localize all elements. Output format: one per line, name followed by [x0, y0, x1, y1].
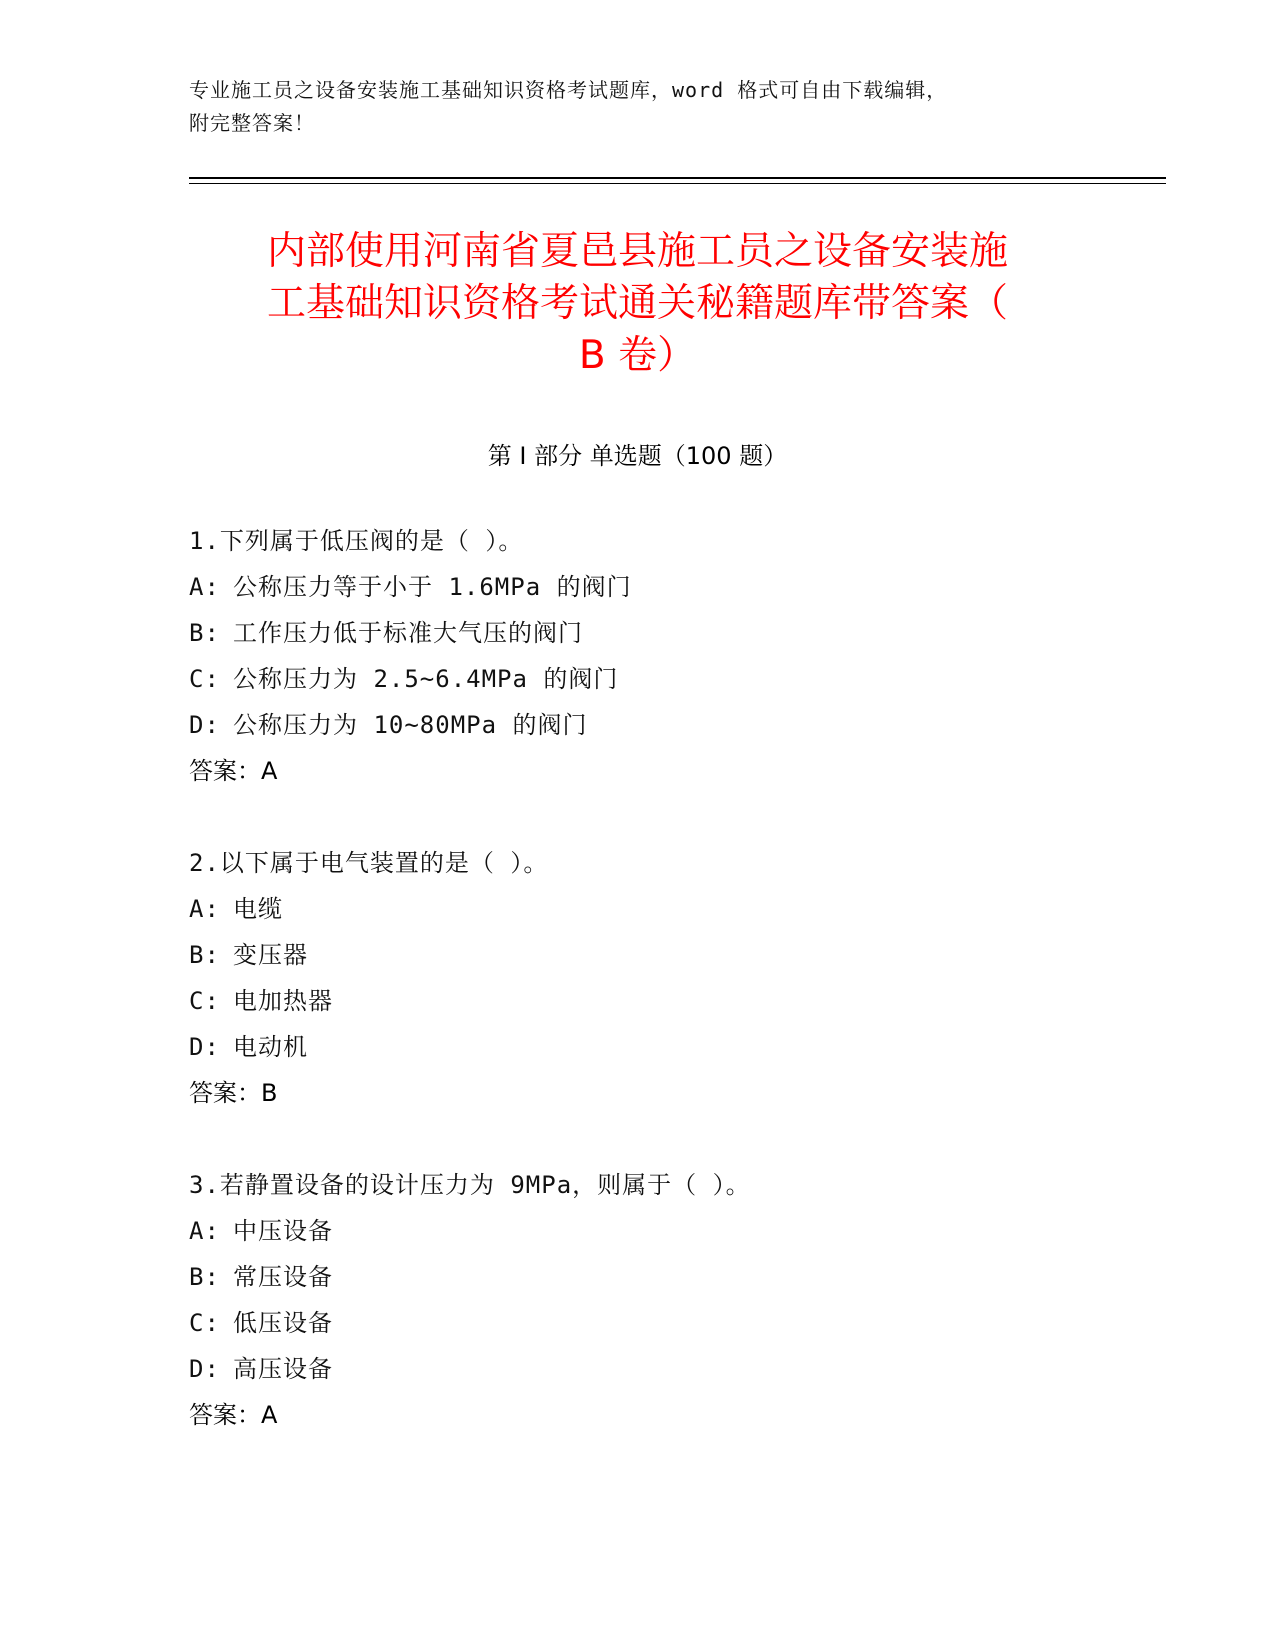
question-stem: 2.以下属于电气装置的是（ ）。: [189, 849, 549, 877]
header-note: [189, 74, 1089, 140]
option-letter: A:: [189, 573, 220, 601]
option-letter: D:: [189, 1033, 220, 1061]
answer: 答案：A: [189, 1401, 278, 1429]
option-text: 电加热器: [233, 987, 333, 1015]
option-text: 中压设备: [233, 1217, 333, 1245]
option-c: [189, 978, 1139, 1024]
option-b: [189, 932, 1139, 978]
option-a: [189, 1208, 1139, 1254]
option-text: 低压设备: [233, 1309, 333, 1337]
option-letter: B:: [189, 941, 220, 969]
header-divider-thin: [189, 183, 1166, 184]
option-d: [189, 702, 1139, 748]
option-d: [189, 1024, 1139, 1070]
document-title-line1: 内部使用河南省夏邑县施工员之设备安装施: [266, 229, 1008, 274]
option-c: [189, 1300, 1139, 1346]
question-3: [189, 1162, 1139, 1438]
question-stem: 3.若静置设备的设计压力为 9MPa，则属于（ ）。: [189, 1171, 751, 1199]
question-2: [189, 840, 1139, 1116]
option-a: [189, 886, 1139, 932]
option-d: [189, 1346, 1139, 1392]
option-letter: D:: [189, 711, 220, 739]
option-letter: C:: [189, 1309, 220, 1337]
option-letter: B:: [189, 619, 220, 647]
option-b: [189, 1254, 1139, 1300]
document-title-line2: 工基础知识资格考试通关秘籍题库带答案（: [266, 281, 1008, 326]
option-a: [189, 564, 1139, 610]
option-letter: A:: [189, 1217, 220, 1245]
header-note-line2: 附完整答案！: [189, 111, 315, 135]
option-text: 工作压力低于标准大气压的阀门: [233, 619, 583, 647]
option-letter: D:: [189, 1355, 220, 1383]
option-text: 电动机: [233, 1033, 308, 1061]
option-letter: C:: [189, 665, 220, 693]
header-note-line1: 专业施工员之设备安装施工基础知识资格考试题库，word 格式可自由下载编辑，: [189, 78, 948, 102]
document-title-line3: B 卷）: [578, 333, 697, 378]
option-letter: A:: [189, 895, 220, 923]
option-text: 变压器: [233, 941, 308, 969]
document-title: [150, 226, 1125, 382]
answer: 答案：B: [189, 1079, 278, 1107]
answer: 答案：A: [189, 757, 278, 785]
question-1: [189, 518, 1139, 794]
section-title: 第 I 部分 单选题（100 题）: [487, 442, 788, 470]
option-text: 电缆: [233, 895, 283, 923]
question-stem: 1.下列属于低压阀的是（ ）。: [189, 527, 524, 555]
option-text: 常压设备: [233, 1263, 333, 1291]
option-text: 公称压力为 10~80MPa 的阀门: [233, 711, 588, 739]
option-b: [189, 610, 1139, 656]
header-divider-thick: [189, 177, 1166, 179]
option-text: 公称压力等于小于 1.6MPa 的阀门: [233, 573, 632, 601]
option-letter: B:: [189, 1263, 220, 1291]
option-letter: C:: [189, 987, 220, 1015]
option-text: 公称压力为 2.5~6.4MPa 的阀门: [233, 665, 619, 693]
option-text: 高压设备: [233, 1355, 333, 1383]
option-c: [189, 656, 1139, 702]
